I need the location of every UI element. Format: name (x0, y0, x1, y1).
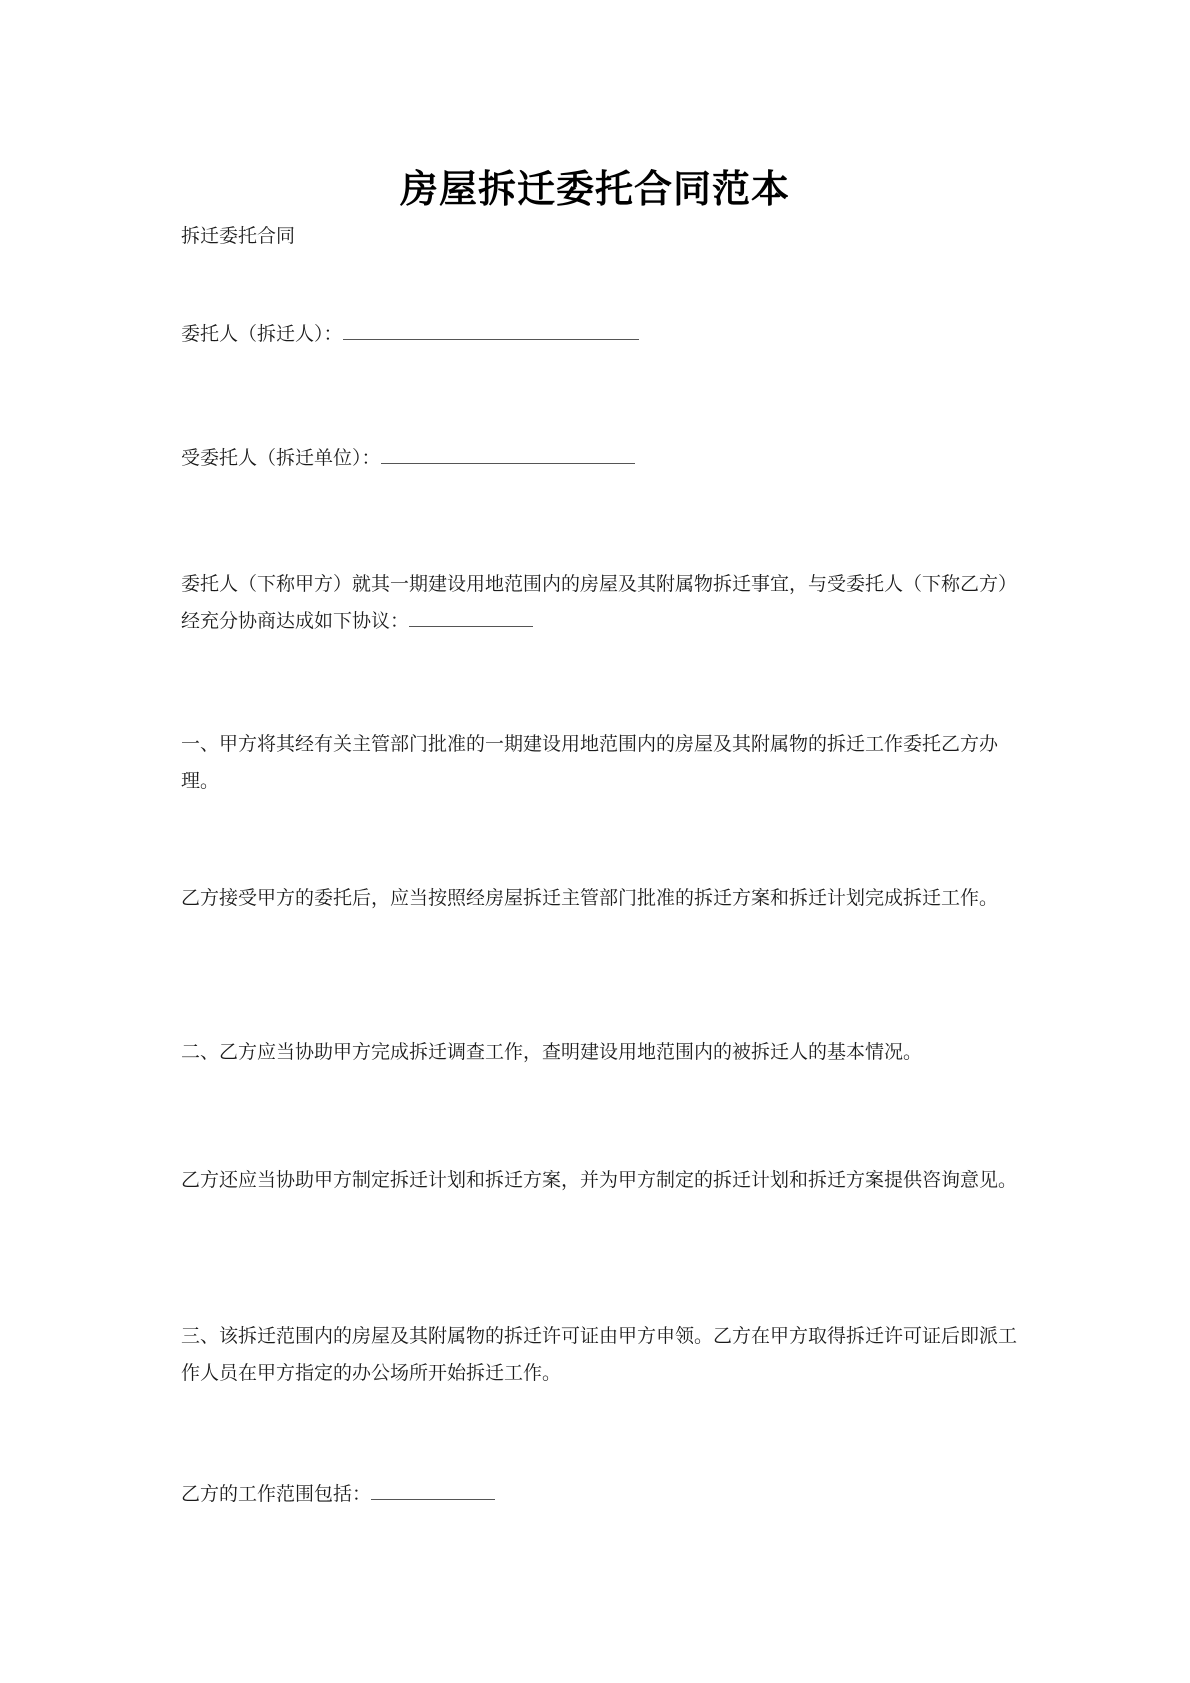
scope-line (181, 1476, 1021, 1513)
clause-3: 三、该拆迁范围内的房屋及其附属物的拆迁许可证由甲方申领。乙方在甲方取得拆迁许可证后即派工作人员在甲方指定的办公场所开始拆迁工作。 (181, 1325, 1018, 1384)
intro-text: 委托人（下称甲方）就其一期建设用地范围内的房屋及其附属物拆迁事宜，与受委托人（下称乙方）经充分协商达成如下协议： (181, 573, 1018, 632)
principal-label: 委托人（拆迁人）： (181, 323, 343, 345)
intro-paragraph (181, 566, 1021, 640)
agent-label: 受委托人（拆迁单位）： (181, 447, 381, 469)
clause-1-b: 乙方接受甲方的委托后，应当按照经房屋拆迁主管部门批准的拆迁方案和拆迁计划完成拆迁工作。 (181, 887, 999, 909)
intro-blank[interactable] (409, 606, 533, 627)
document-subtitle: 拆迁委托合同 (181, 225, 296, 247)
principal-line (181, 316, 1021, 353)
agent-line (181, 440, 1021, 477)
clause-1: 一、甲方将其经有关主管部门批准的一期建设用地范围内的房屋及其附属物的拆迁工作委托乙方办理。 (181, 733, 999, 792)
principal-blank[interactable] (343, 319, 639, 340)
clause-2: 二、乙方应当协助甲方完成拆迁调查工作，查明建设用地范围内的被拆迁人的基本情况。 (181, 1041, 923, 1063)
document-title: 房屋拆迁委托合同范本 (399, 166, 790, 211)
agent-blank[interactable] (381, 443, 635, 464)
scope-label: 乙方的工作范围包括： (181, 1483, 372, 1505)
scope-blank[interactable] (371, 1479, 495, 1500)
clause-2-b: 乙方还应当协助甲方制定拆迁计划和拆迁方案，并为甲方制定的拆迁计划和拆迁方案提供咨询意见。 (181, 1169, 1018, 1191)
